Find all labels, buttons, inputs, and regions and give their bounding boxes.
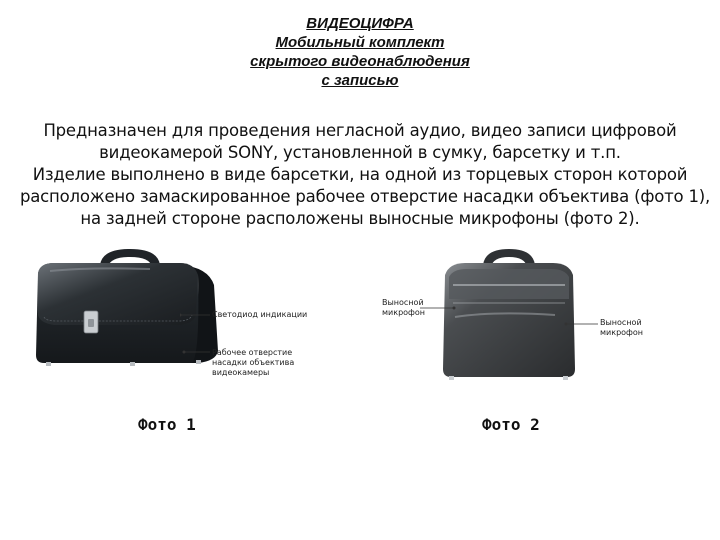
description-line-2: видеокамерой SONY, установленной в сумку, барсетку и т.п. [99, 143, 621, 162]
callout-led-label: Светодиод индикации [212, 310, 308, 319]
callout-lens-line-1: Рабочее отверстие [212, 348, 293, 357]
callout-mic-left-line-1: Выносной [382, 298, 424, 307]
callout-mic-left-line-2: микрофон [382, 308, 426, 317]
title-line-3: скрытого видеонаблюдения [250, 53, 470, 70]
description-line-1: Предназначен для проведения негласной аудио, видео записи цифровой [43, 121, 677, 140]
callout-lens-line-3: видеокамеры [212, 368, 270, 377]
callout-mic-right-label [600, 318, 643, 338]
photo-2-caption: Фото 2 [482, 415, 540, 434]
description-paragraph [20, 120, 711, 230]
title-line-1: ВИДЕОЦИФРА [306, 15, 414, 32]
description-line-5: на задней стороне расположены выносные микрофоны (фото 2). [80, 209, 640, 228]
description-line-4: расположено замаскированное рабочее отверстие насадки объектива (фото 1), [20, 187, 711, 206]
photo-2-callout-lines-left [420, 300, 460, 320]
callout-lens-line-2: насадки объектива [212, 358, 295, 367]
document-title [0, 14, 720, 90]
callout-mic-right-line-2: микрофон [600, 328, 644, 337]
description-line-3: Изделие выполнено в виде барсетки, на одной из торцевых сторон которой [32, 165, 688, 184]
callout-lens-label [212, 348, 294, 378]
photo-2-callout-lines-right [560, 318, 600, 338]
callout-mic-right-line-1: Выносной [600, 318, 642, 327]
title-line-2: Мобильный комплект [275, 34, 445, 51]
title-line-4: с записью [321, 72, 399, 89]
photo-1-caption: Фото 1 [138, 415, 196, 434]
callout-mic-left-label [382, 298, 425, 318]
